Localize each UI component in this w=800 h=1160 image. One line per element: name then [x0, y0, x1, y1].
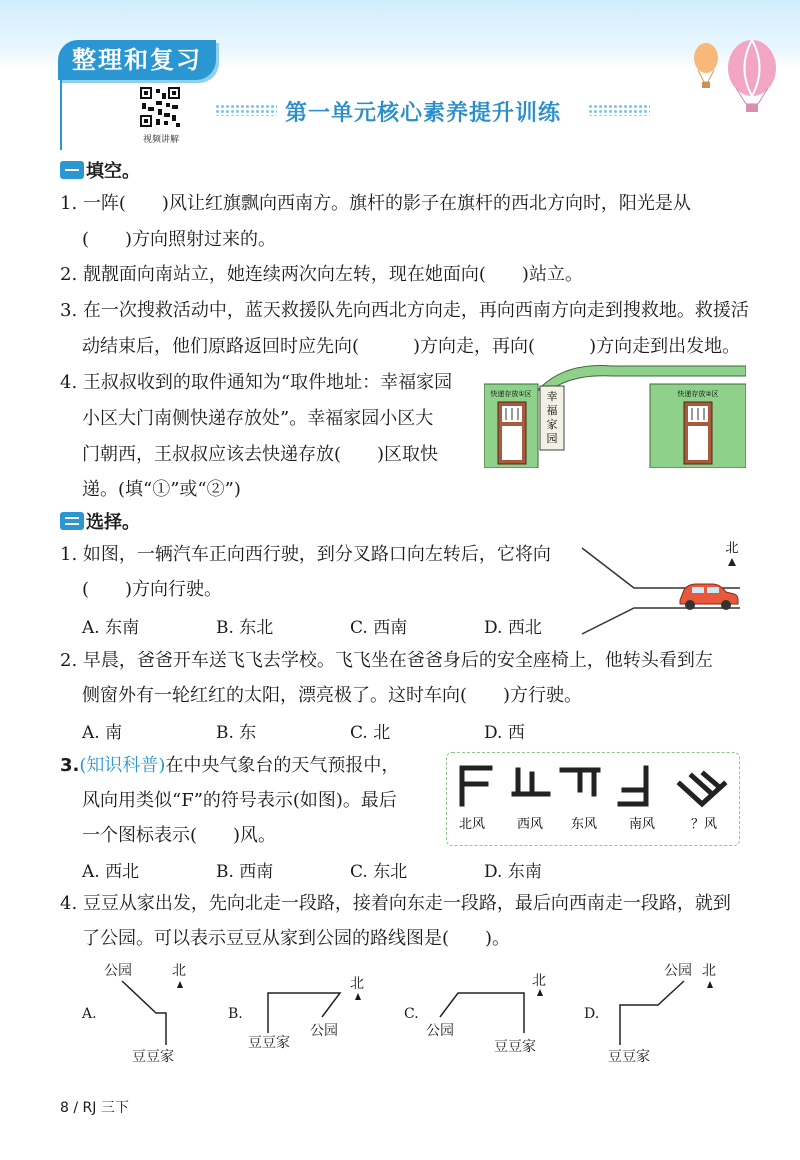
balloons-illustration: [690, 38, 790, 113]
choice-q1-option-d[interactable]: D. 西北: [484, 618, 542, 638]
map-a-north: 北: [172, 963, 186, 979]
choice-q2-option-d[interactable]: D. 西: [484, 723, 525, 743]
title-dots-left: [215, 104, 277, 116]
map-d-park: 公园: [664, 963, 692, 979]
choice-q1-line1: 1. 如图，一辆汽车正向西行驶，到分叉路口向左转后，它将向: [60, 544, 551, 565]
fill-q1-line2: ( )方向照射过来的。: [82, 229, 277, 250]
west-wind-icon: [514, 770, 548, 794]
page-footer: 8 / RJ 三下: [60, 1100, 129, 1116]
choice-q3-line2: 风向用类似“F”的符号表示(如图)。最后: [82, 790, 397, 811]
road-fork-illustration: [572, 538, 762, 642]
unit-title: 第一单元核心素养提升训练: [285, 101, 562, 126]
choice-q2-line2: 侧窗外有一轮红红的太阳，漂亮极了。这时车向( )方行驶。: [82, 685, 583, 706]
fork-north-label: 北: [725, 541, 739, 556]
section-one-badge: [60, 161, 84, 179]
fill-q3-line1: 3. 在一次搜救活动中，蓝天救援队先向西北方向走，再向西南方向走到搜救地。救援活: [60, 300, 749, 321]
choice-q1-line2: ( )方向行驶。: [82, 579, 223, 600]
north-wind-icon: [462, 768, 490, 804]
map-c-home: 豆豆家: [494, 1039, 536, 1055]
route-map-c[interactable]: [404, 973, 546, 1055]
route-maps: [60, 955, 750, 1070]
map-b-park: 公园: [310, 1023, 338, 1039]
section-two-badge: [60, 512, 84, 530]
north-arrow-icon: [537, 989, 543, 996]
gate-sign-char-1: 幸: [546, 390, 558, 403]
choice-q1-option-a[interactable]: A. 东南: [82, 618, 140, 638]
choice-q1-option-c[interactable]: C. 西南: [350, 618, 408, 638]
route-map-b[interactable]: [228, 976, 364, 1051]
knowledge-tag: (知识科普): [79, 755, 166, 776]
section-fill-label: 填空。: [86, 161, 140, 182]
north-arrow-icon: [355, 993, 361, 1000]
choice-q2-option-c[interactable]: C. 北: [350, 723, 391, 743]
choice-q3-option-b[interactable]: B. 西南: [216, 862, 274, 882]
section-choice-label: 选择。: [86, 512, 140, 533]
choice-q4-line2: 了公园。可以表示豆豆从家到公园的路线图是( )。: [82, 928, 511, 949]
fill-q1-line1: 1. 一阵( )风让红旗飘向西南方。旗杆的影子在旗杆的西北方向时，阳光是从: [60, 193, 691, 214]
east-wind-label: 东风: [570, 817, 598, 832]
fill-q4-line2: 小区大门南侧快递存放处”。幸福家园小区大: [82, 408, 434, 429]
section-fill-heading: [60, 157, 140, 183]
north-arrow-icon: [707, 981, 713, 988]
map-c-north: 北: [532, 973, 546, 989]
north-arrow-icon: [728, 558, 736, 566]
fill-q4-line1: 4. 王叔叔收到的取件通知为“取件地址：幸福家园: [60, 372, 453, 393]
community-gate-illustration: [484, 362, 746, 468]
map-a-park: 公园: [104, 963, 132, 979]
map-b-home: 豆豆家: [248, 1035, 290, 1051]
qr-label: 视频讲解: [142, 135, 179, 145]
route-map-a[interactable]: [81, 963, 186, 1065]
title-dots-right: [588, 104, 650, 116]
choice-q3-option-a[interactable]: A. 西北: [82, 862, 140, 882]
map-b-letter: B.: [228, 1006, 243, 1022]
choice-q2-line1: 2. 早晨，爸爸开车送飞飞去学校。飞飞坐在爸爸身后的安全座椅上，他转头看到左: [60, 650, 713, 671]
gate-sign-char-3: 家: [546, 418, 558, 431]
locker-left-label: 快递存放①区: [490, 390, 532, 398]
choice-q4-line1: 4. 豆豆从家出发，先向北走一段路，接着向东走一段路，最后向西南走一段路，就到: [60, 893, 731, 914]
map-a-letter: A.: [82, 1006, 97, 1022]
qr-code[interactable]: [138, 85, 182, 129]
route-map-d[interactable]: [584, 963, 716, 1065]
section-tag: 整理和复习: [58, 40, 216, 80]
map-d-north: 北: [702, 963, 716, 979]
gate-sign-char-2: 福: [546, 404, 558, 417]
map-c-park: 公园: [426, 1023, 454, 1039]
wind-symbols: [446, 752, 738, 844]
unknown-wind-label: ？风: [690, 817, 718, 832]
north-wind-label: 北风: [458, 817, 486, 832]
section-choice-heading: [60, 508, 140, 534]
map-c-letter: C.: [404, 1006, 419, 1022]
fill-q2: 2. 靓靓面向南站立，她连续两次向左转，现在她面向( )站立。: [60, 264, 583, 285]
fill-q4-line4: 递。(填“①”或“②”): [82, 479, 241, 500]
north-arrow-icon: [177, 981, 183, 988]
south-wind-label: 南风: [628, 817, 656, 832]
unknown-wind-icon: [680, 774, 724, 804]
choice-q3-line3: 一个图标表示( )风。: [82, 825, 277, 846]
choice-q2-option-b[interactable]: B. 东: [216, 723, 257, 743]
gate-sign-char-4: 园: [546, 432, 558, 445]
tag-line: [60, 80, 62, 150]
map-a-home: 豆豆家: [132, 1049, 174, 1065]
map-b-north: 北: [350, 976, 364, 992]
map-d-letter: D.: [584, 1006, 600, 1022]
choice-q3-option-c[interactable]: C. 东北: [350, 862, 408, 882]
choice-q3-option-d[interactable]: D. 东南: [484, 862, 542, 882]
choice-q3-line1: 3.(知识科普)在中央气象台的天气预报中，: [60, 755, 400, 776]
fill-q4-line3: 门朝西，王叔叔应该去快递存放( )区取快: [82, 444, 439, 465]
fill-q3-line2: 动结束后，他们原路返回时应先向( )方向走，再向( )方向走到出发地。: [82, 336, 741, 357]
east-wind-icon: [562, 770, 598, 794]
south-wind-icon: [620, 768, 646, 804]
west-wind-label: 西风: [516, 817, 544, 832]
locker-right-label: 快递存放②区: [677, 390, 719, 398]
choice-q2-option-a[interactable]: A. 南: [82, 723, 123, 743]
choice-q1-option-b[interactable]: B. 东北: [216, 618, 274, 638]
map-d-home: 豆豆家: [608, 1049, 650, 1065]
